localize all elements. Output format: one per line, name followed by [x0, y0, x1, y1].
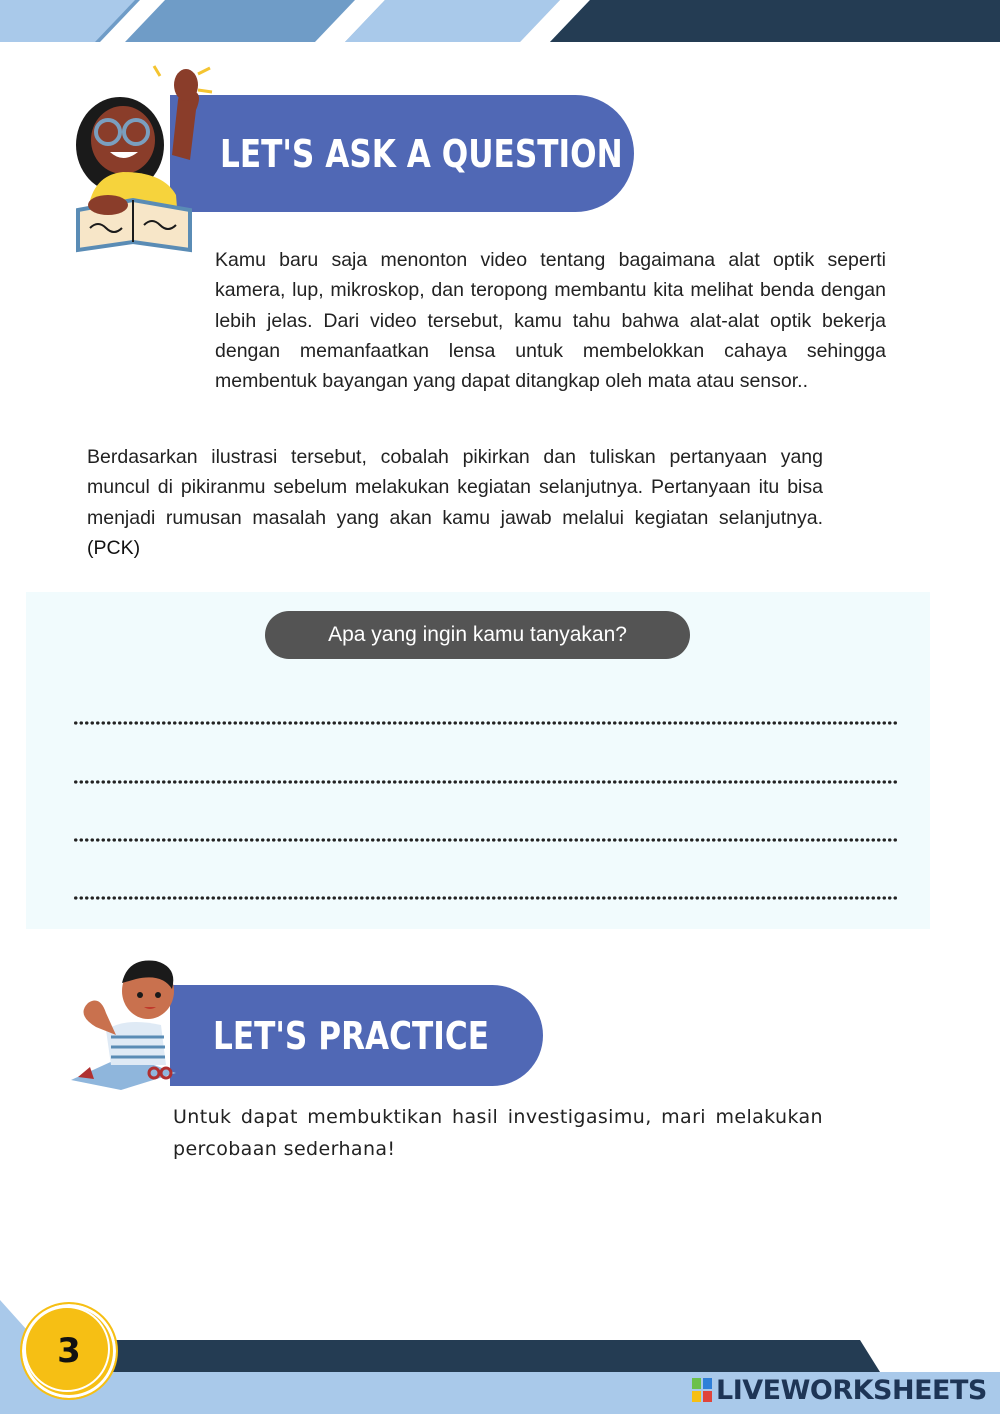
- prompt-text: Berdasarkan ilustrasi tersebut, cobalah pikirkan dan tuliskan pertanyaan yang muncul di pikiranmu sebelum melakukan kegiatan selanjutnya. Pertanyaan itu bisa menjadi rumusan masalah yang akan kamu jawab melalui kegiatan selanjutnya.: [87, 446, 823, 529]
- practice-section-header: [170, 985, 543, 1086]
- page-number: 3: [57, 1331, 81, 1371]
- brand-logo: [692, 1374, 987, 1406]
- top-banner: [0, 0, 1000, 42]
- answer-line-3[interactable]: [73, 837, 897, 843]
- liveworksheets-logo-icon: [692, 1378, 712, 1402]
- question-chip: Apa yang ingin kamu tanyakan?: [265, 611, 690, 659]
- page-number-badge: [20, 1302, 118, 1400]
- prompt-paragraph: [87, 442, 823, 563]
- girl-raising-hand-with-book-icon: [68, 60, 218, 260]
- brand-name: LIVEWORKSHEETS: [716, 1374, 987, 1406]
- prompt-tag: (PCK): [87, 536, 141, 559]
- answer-line-4[interactable]: [73, 895, 897, 901]
- ask-section-header: [170, 95, 634, 212]
- boy-cutting-paper-icon: [66, 955, 191, 1090]
- answer-line-1[interactable]: [73, 720, 897, 726]
- practice-section-title: LET'S PRACTICE: [213, 1013, 490, 1058]
- practice-paragraph: Untuk dapat membuktikan hasil investigasimu, mari melakukan percobaan sederhana!: [173, 1106, 823, 1160]
- answer-line-2[interactable]: [73, 779, 897, 785]
- ask-section-title: LET'S ASK A QUESTION: [220, 131, 623, 176]
- intro-paragraph: Kamu baru saja menonton video tentang bagaimana alat optik seperti kamera, lup, mikroskop, dan teropong membantu kita melihat benda dengan lebih jelas. Dari video tersebut, kamu tahu bahwa alat-alat optik bekerja dengan memanfaatkan lensa untuk membelokkan cahaya sehingga membentuk bayangan yang dapat ditangkap oleh mata atau sensor..: [215, 249, 886, 393]
